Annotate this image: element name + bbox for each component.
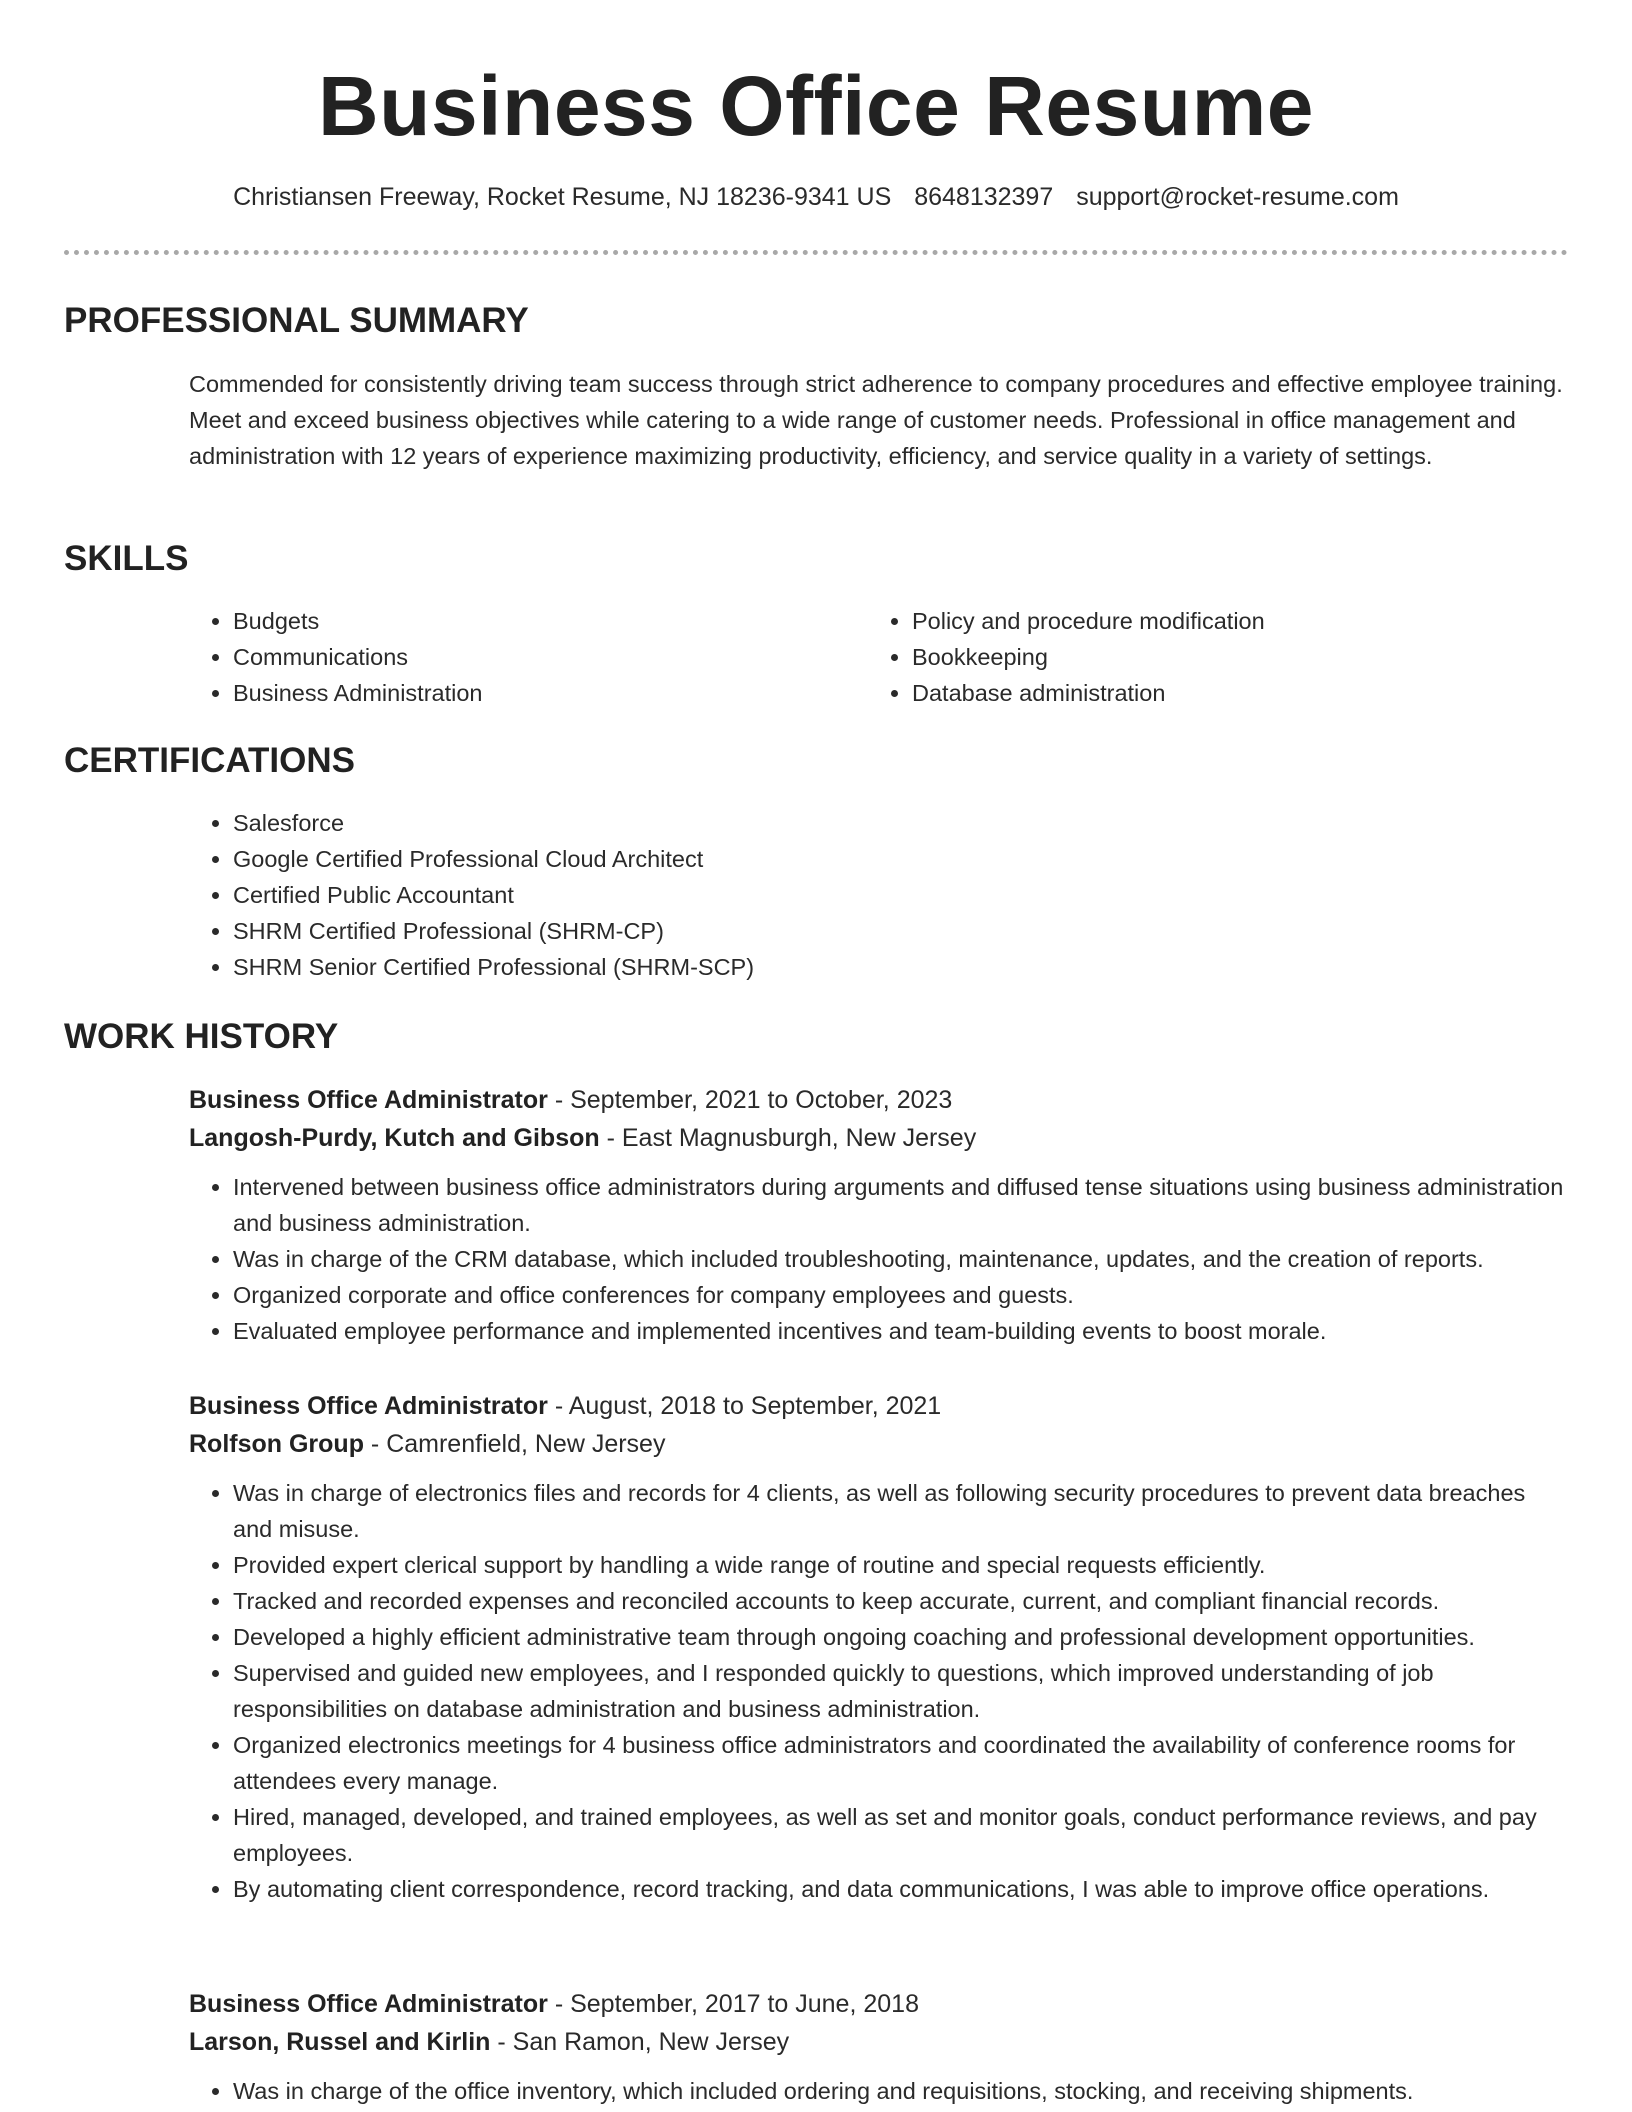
skill-item: • Communications xyxy=(233,639,482,675)
skills-column-left xyxy=(189,603,482,711)
job-title-line xyxy=(189,1985,1569,2023)
skills-column-right xyxy=(868,603,1265,711)
section-title-certifications: CERTIFICATIONS xyxy=(64,741,356,780)
header-divider xyxy=(64,250,1568,255)
job-dates: - September, 2021 to October, 2023 xyxy=(547,1086,953,1114)
job-entry xyxy=(189,1985,1569,2109)
summary-text: Commended for consistently driving team success through strict adherence to company procedures and effective employee training. Meet and exceed business objectives while catering to a wide range of customer needs. Professional in office management and administration with 12 years of experience maximizing productivity, efficiency, and service quality in a variety of settings. xyxy=(189,371,1563,469)
skill-item: • Policy and procedure modification xyxy=(912,603,1265,639)
skill-item: • Business Administration xyxy=(233,675,482,711)
skill-item: • Database administration xyxy=(912,675,1265,711)
contact-line xyxy=(0,180,1632,214)
job-dates: - September, 2017 to June, 2018 xyxy=(547,1990,919,2018)
skill-item: • Budgets xyxy=(233,603,482,639)
job-dates: - August, 2018 to September, 2021 xyxy=(547,1392,942,1420)
job-title: Business Office Administrator xyxy=(189,1990,548,2018)
section-title-summary: PROFESSIONAL SUMMARY xyxy=(64,301,529,340)
job-company-line xyxy=(189,1425,1569,1463)
job-bullet: • Evaluated employee performance and implemented incentives and team-building events to boost morale. xyxy=(233,1313,1569,1349)
certification-item: • SHRM Certified Professional (SHRM-CP) xyxy=(233,913,754,949)
certification-item: • Google Certified Professional Cloud Architect xyxy=(233,841,754,877)
job-company-line xyxy=(189,1119,1569,1157)
contact-email: support@rocket-resume.com xyxy=(1076,183,1399,211)
section-title-skills: SKILLS xyxy=(64,539,189,578)
certification-item: • Salesforce xyxy=(233,805,754,841)
job-title-line xyxy=(189,1081,1569,1119)
certifications-block xyxy=(189,805,754,985)
certifications-list xyxy=(189,805,754,985)
contact-phone: 8648132397 xyxy=(914,183,1054,211)
certification-item: • Certified Public Accountant xyxy=(233,877,754,913)
job-entry xyxy=(189,1387,1569,1907)
job-bullet: • Was in charge of the office inventory, which included ordering and requisitions, stocking, and receiving shipments. xyxy=(233,2073,1569,2109)
job-bullet: • Tracked and recorded expenses and reconciled accounts to keep accurate, current, and compliant financial records. xyxy=(233,1583,1569,1619)
job-bullet: • Developed a highly efficient administrative team through ongoing coaching and professional development opportunities. xyxy=(233,1619,1569,1655)
job-bullet: • By automating client correspondence, record tracking, and data communications, I was able to improve office operations. xyxy=(233,1871,1569,1907)
job-title-line xyxy=(189,1387,1569,1425)
job-bullets xyxy=(189,1475,1569,1907)
contact-address: Christiansen Freeway, Rocket Resume, NJ 18236-9341 US xyxy=(233,183,892,211)
job-company: Rolfson Group xyxy=(189,1430,364,1458)
job-bullet: • Hired, managed, developed, and trained employees, as well as set and monitor goals, conduct performance reviews, and pay employees. xyxy=(233,1799,1569,1871)
job-bullet: • Intervened between business office administrators during arguments and diffused tense situations using business administration and business administration. xyxy=(233,1169,1569,1241)
job-company: Larson, Russel and Kirlin xyxy=(189,2028,491,2056)
job-company: Langosh-Purdy, Kutch and Gibson xyxy=(189,1124,600,1152)
job-bullet: • Provided expert clerical support by handling a wide range of routine and special requests efficiently. xyxy=(233,1547,1569,1583)
skills-list-left xyxy=(189,603,482,711)
job-company-line xyxy=(189,2023,1569,2061)
skills-list-right xyxy=(868,603,1265,711)
skill-item: • Bookkeeping xyxy=(912,639,1265,675)
job-title: Business Office Administrator xyxy=(189,1086,548,1114)
job-title: Business Office Administrator xyxy=(189,1392,548,1420)
job-bullets xyxy=(189,2073,1569,2109)
job-bullet: • Organized electronics meetings for 4 business office administrators and coordinated the availability of conference rooms for attendees every manage. xyxy=(233,1727,1569,1799)
job-bullet: • Supervised and guided new employees, and I responded quickly to questions, which improved understanding of job responsibilities on database administration and business administration. xyxy=(233,1655,1569,1727)
job-bullet: • Organized corporate and office conferences for company employees and guests. xyxy=(233,1277,1569,1313)
job-entry xyxy=(189,1081,1569,1349)
job-location: - East Magnusburgh, New Jersey xyxy=(599,1124,977,1152)
resume-title: Business Office Resume xyxy=(317,59,1315,153)
job-bullets xyxy=(189,1169,1569,1349)
job-location: - Camrenfield, New Jersey xyxy=(363,1430,666,1458)
job-bullet: • Was in charge of the CRM database, which included troubleshooting, maintenance, updates, and the creation of reports. xyxy=(233,1241,1569,1277)
job-bullet: • Was in charge of electronics files and records for 4 clients, as well as following security procedures to prevent data breaches and misuse. xyxy=(233,1475,1569,1547)
section-title-work-history: WORK HISTORY xyxy=(64,1017,339,1056)
certification-item: • SHRM Senior Certified Professional (SHRM-SCP) xyxy=(233,949,754,985)
job-location: - San Ramon, New Jersey xyxy=(490,2028,790,2056)
